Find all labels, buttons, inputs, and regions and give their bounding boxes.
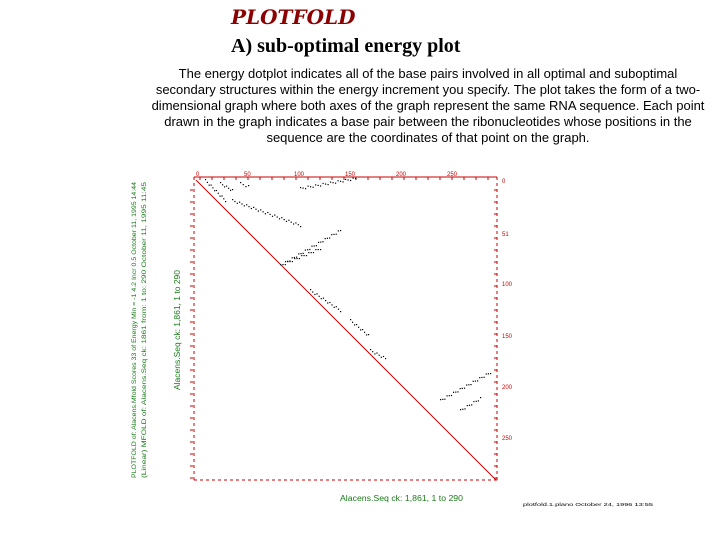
base-pair-point xyxy=(226,186,227,187)
base-pair-point xyxy=(444,399,445,400)
base-pair-point xyxy=(255,209,256,210)
base-pair-point xyxy=(315,249,316,250)
base-pair-point xyxy=(318,242,319,243)
base-pair-point xyxy=(348,179,349,180)
base-pair-point xyxy=(209,185,210,186)
base-pair-point xyxy=(265,213,266,214)
base-pair-point xyxy=(322,241,323,242)
base-pair-point xyxy=(352,322,353,323)
base-pair-point xyxy=(211,185,212,186)
base-pair-point xyxy=(313,187,314,188)
base-pair-point xyxy=(471,404,472,405)
base-pair-point xyxy=(267,212,268,213)
base-pair-point xyxy=(291,222,292,223)
base-pair-point xyxy=(440,399,441,400)
base-pair-point xyxy=(323,183,324,184)
base-pair-point xyxy=(314,245,315,246)
base-pair-point xyxy=(338,180,339,181)
base-pair-point xyxy=(356,324,357,325)
base-pair-point xyxy=(320,242,321,243)
base-pair-point xyxy=(455,392,456,393)
base-pair-point xyxy=(486,373,487,374)
base-pair-point xyxy=(381,357,382,358)
base-pair-point xyxy=(464,388,465,389)
base-pair-point xyxy=(325,184,326,185)
base-pair-point xyxy=(300,253,301,254)
base-pair-point xyxy=(333,234,334,235)
base-pair-point xyxy=(309,249,310,250)
base-pair-point xyxy=(319,296,320,297)
base-pair-point xyxy=(453,392,454,393)
base-pair-point xyxy=(327,302,328,303)
base-pair-point xyxy=(214,190,215,191)
base-pair-point xyxy=(246,204,247,205)
base-pair-point xyxy=(288,220,289,221)
base-pair-point xyxy=(299,258,300,259)
base-pair-point xyxy=(354,324,355,325)
base-pair-point xyxy=(239,202,240,203)
base-pair-point xyxy=(336,234,337,235)
base-pair-point xyxy=(220,182,221,183)
base-pair-point xyxy=(340,181,341,182)
base-pair-point xyxy=(300,226,301,227)
base-pair-point xyxy=(311,246,312,247)
base-pair-point xyxy=(220,196,221,197)
base-pair-point xyxy=(370,349,371,350)
base-pair-point xyxy=(307,249,308,250)
base-pair-point xyxy=(475,381,476,382)
right-tick-label: 51 xyxy=(502,232,509,238)
base-pair-point xyxy=(442,399,443,400)
base-pair-point xyxy=(232,189,233,190)
base-pair-point xyxy=(277,216,278,217)
base-pair-point xyxy=(333,182,334,183)
base-pair-point xyxy=(285,261,286,262)
base-pair-point xyxy=(358,327,359,328)
top-tick-label: 100 xyxy=(294,172,305,178)
base-pair-point xyxy=(232,199,233,200)
right-tick-label: 100 xyxy=(502,282,513,288)
base-pair-point xyxy=(279,218,280,219)
top-tick-label: 0 xyxy=(196,172,200,178)
base-pair-point xyxy=(305,250,306,251)
base-pair-point xyxy=(303,188,304,189)
base-pair-point xyxy=(207,182,208,183)
base-pair-point xyxy=(294,257,295,258)
base-pair-point xyxy=(296,257,297,258)
base-pair-point xyxy=(353,178,354,179)
base-pair-point xyxy=(292,261,293,262)
base-pair-point xyxy=(460,388,461,389)
base-pair-point xyxy=(334,307,335,308)
base-pair-point xyxy=(287,261,288,262)
base-pair-point xyxy=(284,219,285,220)
base-pair-point xyxy=(318,185,319,186)
base-pair-point xyxy=(253,207,254,208)
top-tick-label: 250 xyxy=(447,172,458,178)
y-axis-label: Alacens.Seq ck: 1,861, 1 to 290 xyxy=(173,277,182,390)
base-pair-point xyxy=(306,255,307,256)
base-pair-point xyxy=(345,179,346,180)
base-pair-point xyxy=(329,302,330,303)
base-pair-point xyxy=(331,234,332,235)
base-pair-point xyxy=(243,184,244,185)
base-pair-point xyxy=(223,198,224,199)
base-pair-point xyxy=(225,201,226,202)
base-pair-point xyxy=(336,306,337,307)
right-tick-label: 250 xyxy=(502,436,513,442)
base-pair-point xyxy=(244,205,245,206)
base-pair-point xyxy=(457,391,458,392)
right-tick-label: 150 xyxy=(502,334,513,340)
base-pair-point xyxy=(451,395,452,396)
base-pair-point xyxy=(476,401,477,402)
base-pair-point xyxy=(464,408,465,409)
base-pair-point xyxy=(488,373,489,374)
base-pair-points xyxy=(205,178,491,411)
base-pair-point xyxy=(477,380,478,381)
base-pair-point xyxy=(218,193,219,194)
base-pair-point xyxy=(310,289,311,290)
base-pair-point xyxy=(343,181,344,182)
base-pair-point xyxy=(372,351,373,352)
base-pair-point xyxy=(305,188,306,189)
base-pair-point xyxy=(350,319,351,320)
base-pair-point xyxy=(301,255,302,256)
base-pair-point xyxy=(366,334,367,335)
base-pair-point xyxy=(480,397,481,398)
base-pair-point xyxy=(328,184,329,185)
base-pair-point xyxy=(222,184,223,185)
base-pair-point xyxy=(272,216,273,217)
base-pair-point xyxy=(340,230,341,231)
base-pair-point xyxy=(248,206,249,207)
base-pair-point xyxy=(338,230,339,231)
slide-subtitle: A) sub-optimal energy plot xyxy=(231,35,461,57)
base-pair-point xyxy=(360,329,361,330)
base-pair-point xyxy=(270,214,271,215)
base-pair-point xyxy=(330,182,331,183)
slide-title: PLOTFOLD xyxy=(231,5,356,29)
base-pair-point xyxy=(481,377,482,378)
base-pair-point xyxy=(304,255,305,256)
base-pair-point xyxy=(462,388,463,389)
base-pair-point xyxy=(468,384,469,385)
base-pair-point xyxy=(300,187,301,188)
description-paragraph: The energy dotplot indicates all of the base pairs involved in all optimal and suboptimal secondary structures within the energy increment you specify. The plot takes the form of a two-dimensional graph where both axes of the graph represent the same RNA sequence. Each point drawn in the graph indicates a base pair between the ribonucleotides whose positions in the sequence are the coordinates of that point on the graph. xyxy=(151,66,705,145)
base-pair-point xyxy=(340,311,341,312)
base-pair-point xyxy=(355,178,356,179)
base-pair-point xyxy=(325,238,326,239)
base-pair-point xyxy=(228,188,229,189)
base-pair-point xyxy=(313,252,314,253)
base-pair-point xyxy=(286,221,287,222)
footer-note: plotfold.1.plano October 24, 1996 13:55 xyxy=(523,502,654,507)
base-pair-point xyxy=(379,355,380,356)
base-pair-point xyxy=(331,304,332,305)
base-pair-point xyxy=(297,258,298,259)
base-pair-point xyxy=(293,223,294,224)
base-pair-point xyxy=(308,252,309,253)
base-pair-point xyxy=(376,352,377,353)
base-pair-point xyxy=(350,180,351,181)
base-pair-point xyxy=(467,405,468,406)
base-pair-point xyxy=(318,249,319,250)
base-pair-point xyxy=(248,185,249,186)
base-pair-point xyxy=(362,329,363,330)
left-annotation-outer: PLOTFOLD of: Alacens.Mfold Scores 33 of Energy Min = -1 4.2 Incr 0.5 October 11, 1995 14:44 xyxy=(132,223,138,478)
base-pair-point xyxy=(237,203,238,204)
base-pair-point xyxy=(469,405,470,406)
top-tick-label: 200 xyxy=(396,172,407,178)
base-pair-point xyxy=(478,400,479,401)
right-tick-label: 0 xyxy=(502,179,506,185)
base-pair-point xyxy=(234,201,235,202)
base-pair-point xyxy=(303,253,304,254)
base-pair-point xyxy=(473,401,474,402)
base-pair-point xyxy=(338,309,339,310)
base-pair-point xyxy=(460,409,461,410)
base-pair-point xyxy=(484,377,485,378)
base-pair-point xyxy=(490,373,491,374)
base-pair-point xyxy=(335,183,336,184)
base-pair-point xyxy=(251,208,252,209)
base-pair-point xyxy=(383,356,384,357)
base-pair-point xyxy=(295,222,296,223)
base-pair-point xyxy=(263,211,264,212)
base-pair-point xyxy=(260,209,261,210)
base-pair-point xyxy=(311,252,312,253)
base-pair-point xyxy=(258,211,259,212)
base-pair-point xyxy=(321,298,322,299)
base-pair-point xyxy=(205,179,206,180)
top-tick-label: 150 xyxy=(345,172,356,178)
base-pair-point xyxy=(280,264,281,265)
base-pair-point xyxy=(374,353,375,354)
base-pair-point xyxy=(368,334,369,335)
base-pair-point xyxy=(314,294,315,295)
base-pair-point xyxy=(240,182,241,183)
base-pair-point xyxy=(245,186,246,187)
base-pair-point xyxy=(473,381,474,382)
base-pair-point xyxy=(230,190,231,191)
base-pair-point xyxy=(449,395,450,396)
base-pair-point xyxy=(327,238,328,239)
base-pair-point xyxy=(316,245,317,246)
base-pair-point xyxy=(292,257,293,258)
base-pair-point xyxy=(241,203,242,204)
base-pair-point xyxy=(294,258,295,259)
plot-diagonal xyxy=(196,180,496,480)
base-pair-point xyxy=(320,249,321,250)
base-pair-point xyxy=(479,377,480,378)
base-pair-point xyxy=(329,237,330,238)
base-pair-point xyxy=(285,264,286,265)
base-pair-point xyxy=(364,332,365,333)
base-pair-point xyxy=(282,264,283,265)
x-axis-label: Alacens.Seq ck: 1,861, 1 to 290 xyxy=(340,494,464,503)
base-pair-point xyxy=(462,409,463,410)
base-pair-point xyxy=(316,293,317,294)
base-pair-point xyxy=(274,215,275,216)
base-pair-point xyxy=(385,358,386,359)
base-pair-point xyxy=(312,291,313,292)
base-pair-point xyxy=(470,384,471,385)
base-pair-point xyxy=(323,298,324,299)
right-tick-label: 200 xyxy=(502,385,513,391)
top-tick-label: 50 xyxy=(244,172,251,178)
base-pair-point xyxy=(298,224,299,225)
base-pair-point xyxy=(447,395,448,396)
base-pair-point xyxy=(221,195,222,196)
base-pair-point xyxy=(224,186,225,187)
base-pair-point xyxy=(281,217,282,218)
base-pair-point xyxy=(310,186,311,187)
base-pair-point xyxy=(466,384,467,385)
left-annotation-inner: (Linear) MFOLD of: Alacens.Seq ck: 1861 from: 1 to: 290 October 11, 1995 11:45 xyxy=(142,262,148,478)
base-pair-point xyxy=(325,300,326,301)
base-pair-point xyxy=(216,190,217,191)
base-pair-point xyxy=(320,185,321,186)
base-pair-point xyxy=(315,184,316,185)
base-pair-point xyxy=(212,187,213,188)
base-pair-point xyxy=(289,261,290,262)
base-pair-point xyxy=(298,253,299,254)
base-pair-point xyxy=(308,186,309,187)
